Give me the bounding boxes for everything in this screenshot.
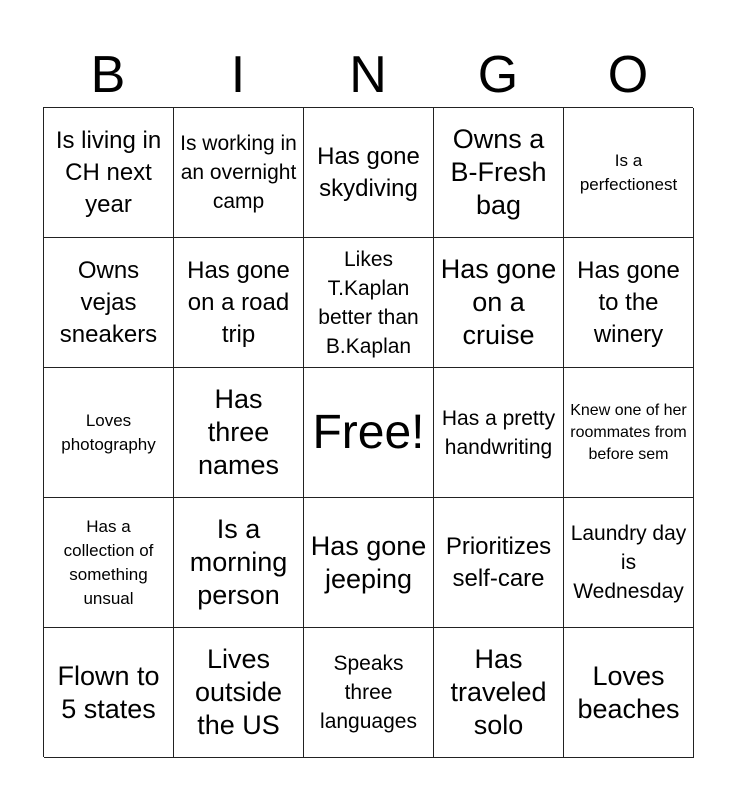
cell-text: Likes T.Kaplan better than B.Kaplan [318, 247, 419, 358]
header-letter-o: O [607, 46, 649, 104]
bingo-cell [434, 238, 564, 368]
bingo-cell [564, 628, 694, 758]
cell-text: Has gone on a road trip [187, 256, 290, 348]
cell-text: Laundry day is Wednesday [570, 522, 687, 603]
header-letter-g: G [477, 46, 519, 104]
cell-text: Has gone skydiving [317, 142, 420, 202]
bingo-cell [434, 108, 564, 238]
cell-text: Has gone to the winery [577, 256, 680, 348]
bingo-cell [174, 498, 304, 628]
bingo-cell [434, 628, 564, 758]
bingo-cell [44, 498, 174, 628]
bingo-cell [434, 498, 564, 628]
bingo-cell [304, 628, 434, 758]
cell-text: Is living in CH next year [55, 126, 162, 218]
bingo-cell [44, 368, 174, 498]
bingo-cell [564, 498, 694, 628]
cell-text: Has three names [197, 384, 280, 480]
cell-text: Is a morning person [189, 514, 288, 610]
cell-text: Is working in an overnight camp [180, 132, 297, 213]
bingo-cell [44, 628, 174, 758]
bingo-cell [304, 108, 434, 238]
header-letter-b: B [90, 46, 126, 104]
bingo-cell [174, 628, 304, 758]
cell-text: Has traveled solo [450, 644, 547, 740]
bingo-cell [564, 238, 694, 368]
bingo-cell [174, 368, 304, 498]
bingo-header [43, 44, 693, 106]
cell-text: Loves beaches [577, 660, 680, 724]
cell-text: Has gone jeeping [310, 530, 427, 594]
cell-text: Has gone on a cruise [440, 254, 557, 350]
cell-text: Has a collection of something unsual [63, 516, 154, 608]
cell-text: Owns a B-Fresh bag [450, 124, 547, 220]
bingo-cell [304, 498, 434, 628]
bingo-grid [43, 107, 693, 757]
cell-text: Lives outside the US [194, 644, 283, 740]
bingo-cell [564, 368, 694, 498]
cell-text: Knew one of her roommates from before sem [570, 401, 687, 463]
cell-text: Owns vejas sneakers [59, 256, 158, 348]
bingo-cell [44, 238, 174, 368]
cell-text: Is a perfectionest [579, 150, 678, 194]
cell-text: Flown to 5 states [57, 660, 160, 724]
header-letter-i: I [230, 46, 246, 104]
bingo-cell [304, 238, 434, 368]
bingo-cell [434, 368, 564, 498]
cell-text: Has a pretty handwriting [441, 406, 556, 459]
header-letter-n: N [349, 46, 387, 104]
bingo-cell [564, 108, 694, 238]
bingo-cell [44, 108, 174, 238]
bingo-cell [174, 108, 304, 238]
free-space-text: Free! [312, 405, 425, 459]
free-space [304, 368, 434, 498]
cell-text: Loves photography [61, 410, 156, 454]
cell-text: Prioritizes self-care [445, 532, 552, 592]
bingo-cell [174, 238, 304, 368]
cell-text: Speaks three languages [320, 652, 417, 733]
